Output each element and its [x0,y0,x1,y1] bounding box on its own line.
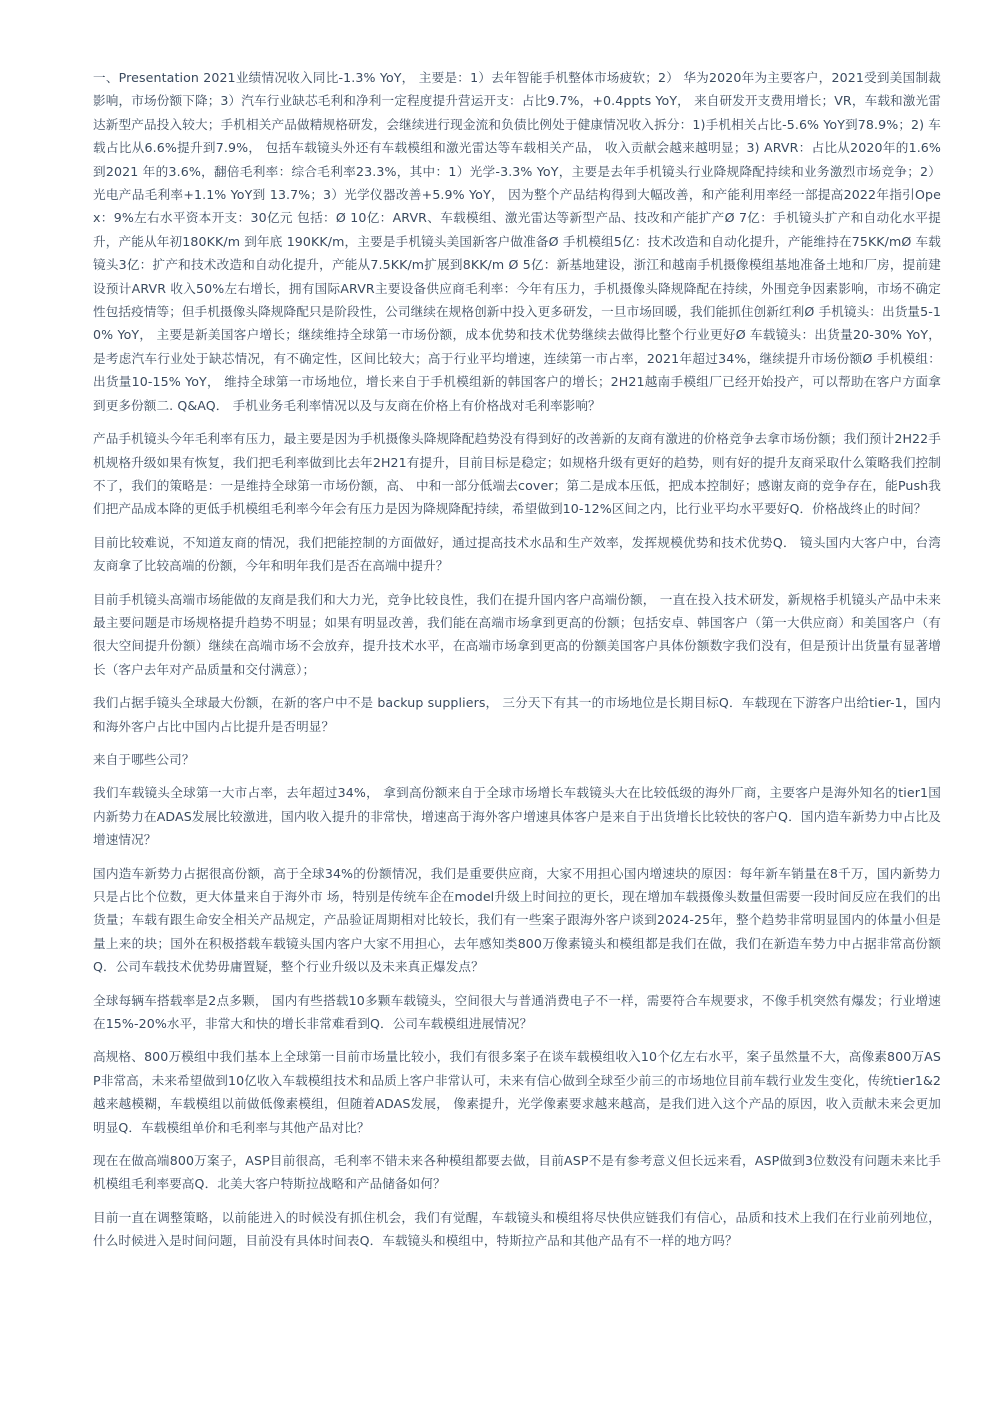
paragraph-asp-margin: 现在在做高端800万案子，ASP目前很高，毛利率不错未来各种模组都要去做，目前ASP不是有参考意义但长远来看，ASP做到3位数没有问题未来比手机模组毛利率要高Q．北美大客户特斯拉战略和产品储备如何？ [93,1153,941,1192]
paragraph-tesla-strategy: 目前一直在调整策略，以前能进入的时候没有抓住机会，我们有觉醒，车载镜头和模组将尽快供应链我们有信心，品质和技术上我们在行业前列地位，什么时候进入是时间问题，目前没有具体时间表Q．车载镜头和模组中，特斯拉产品和其他产品有不一样的地方吗？ [93,1209,941,1249]
paragraph-attach-rate: 全球每辆车搭载率是2点多颗， 国内有些搭载10多颗车载镜头，空间很大与普通消费电子不一样，需要符合车规要求，不像手机突然有爆发；行业增速在15%-20%水平，非常大和快的增长非常难看到Q．公司车载模组进展情况？ [93,992,941,1032]
paragraph-presentation: 一、Presentation 2021业绩情况收入同比-1.3% YoY， 主要是：1）去年智能手机整体市场疲软；2） 华为2020年为主要客户，2021受到美国制裁影响，市场份额下降；3）汽车行业缺芯毛利和净利一定程度提升营运开支：占比9.7%，+0.4ppts YoY， 来自研发开支费用增长；VR，车载和激光雷达新型产品投入较大；手机相关产品做精规格研发，会继续进行现金流和负债比例处于健康情况收入拆分：1)手机相关占比-5.6% YoY到78.9%；2) 车载占比从6.6%提升到7.9%， 包括车载镜头外还有车载模组和激光雷达等车载相关产品， 收入贡献会越来越明显；3) ARVR：占比从2020年的1.6%到2021 年的3.6%，翻倍毛利率：综合毛利率23.3%，其中：1）光学-3.3% YoY，主要是去年手机镜头行业降规降配持续和业务激烈市场竞争；2）光电产品毛利率+1.1% YoY到 13.7%；3）光学仪器改善+5.9% YoY， 因为整个产品结构得到大幅改善，和产能利用率经一部提高2022年指引Opex：9%左右水平资本开支：30亿元 包括：Ø 10亿：ARVR、车载模组、激光雷达等新型产品、技改和产能扩产Ø 7亿：手机镜头扩产和自动化水平提升，产能从年初180KK/m 到年底 190KK/m，主要是手机镜头美国新客户做准备Ø 手机模组5亿：技术改造和自动化提升，产能维持在75KK/mØ 车载镜头3亿：扩产和技术改造和自动化提升，产能从7.5KK/m扩展到8KK/m Ø 5亿：新基地建设，浙江和越南手机摄像模组基地准备土地和厂房，提前建设预计ARVR 收入50%左右增长，拥有国际ARVR主要设备供应商毛利率：今年有压力，手机摄像头降规降配在持续，外围竞争因素影响，市场不确定性包括疫情等；但手机摄像头降规降配只是阶段性，公司继续在规格创新中投入更多研发，一旦市场回暖，我们能抓住创新红利Ø 手机镜头：出货量5-10% YoY， 主要是新美国客户增长；继续维持全球第一市场份额，成本优势和技术优势继续去做得比整个行业更好Ø 车载镜头：出货量20-30% YoY， 是考虑汽车行业处于缺芯情况，有不确定性，区间比较大；高于行业平均增速，连续第一市占率，2021年超过34%，继续提升市场份额Ø 手机模组：出货量10-15% YoY， 维持全球第一市场地位，增长来自于手机模组新的韩国客户的增长；2H21越南手模组厂已经开始投产，可以帮助在客户方面拿到更多份额二. Q&AQ． 手机业务毛利率情况以及与友商在价格上有价格战对毛利率影响？ [93,70,941,413]
document-body [93,66,941,1263]
paragraph-gross-margin-answer: 产品手机镜头今年毛利率有压力，最主要是因为手机摄像头降规降配趋势没有得到好的改善新的友商有激进的价格竞争去拿市场份额；我们预计2H22手机规格升级如果有恢复，我们把毛利率做到比去年2H21有提升，目前目标是稳定；如规格升级有更好的趋势，则有好的提升友商采取什么策略我们控制不了，我们的策略是：一是维持全球第一市场份额，高、 中和一部分低端去cover；第二是成本压低，把成本控制好；感谢友商的竞争存在，能Push我们把产品成本降的更低手机模组毛利率今年会有压力是因为降规降配持续，希望做到10-12%区间之内，比行业平均水平要好Q．价格战终止的时间？ [93,431,941,517]
paragraph-price-war-answer: 目前比较难说，不知道友商的情况，我们把能控制的方面做好，通过提高技术水品和生产效率，发挥规模优势和技术优势Q． 镜头国内大客户中，台湾友商拿了比较高端的份额，今年和明年我们是否在高端中提升？ [93,534,941,574]
paragraph-high-end-answer: 目前手机镜头高端市场能做的友商是我们和大力光，竞争比较良性，我们在提升国内客户高端份额， 一直在投入技术研发，新规格手机镜头产品中未来最主要问题是市场规格提升趋势不明显；如果有明显改善，我们能在高端市场拿到更高的份额；包括安卓、韩国客户（第一大供应商）和美国客户（有很大空间提升份额）继续在高端市场不会放弃，提升技术水平，在高端市场拿到更高的份额美国客户具体份额数字我们没有，但是预计出货量有显著增长（客户去年对产品质量和交付满意）； [93,591,941,677]
paragraph-which-companies: 来自于哪些公司？ [93,751,195,767]
paragraph-market-share: 我们占据手镜头全球最大份额，在新的客户中不是 backup suppliers， 三分天下有其一的市场地位是长期目标Q．车载现在下游客户出给tier-1，国内和海外客户占比中国内占比提升是否明显？ [93,695,941,734]
paragraph-auto-module: 高规格、800万模组中我们基本上全球第一目前市场量比较小，我们有很多案子在谈车载模组收入10个亿左右水平，案子虽然量不大，高像素800万ASP非常高，未来希望做到10亿收入车载模组技术和品质上客户非常认可，未来有信心做到全球至少前三的市场地位目前车载行业发生变化，传统tier1&2越来越模糊，车载模组以前做低像素模组，但随着ADAS发展， 像素提升，光学像素要求越来越高，是我们进入这个产品的原因，收入贡献未来会更加明显Q．车载模组单价和毛利率与其他产品对比？ [93,1049,941,1135]
paragraph-auto-lens-share: 我们车载镜头全球第一大市占率，去年超过34%， 拿到高份额来自于全球市场增长车载镜头大在比较低级的海外厂商，主要客户是海外知名的tier1国内新势力在ADAS发展比较激进，国内收入提升的非常快，增速高于海外客户增速具体客户是来自于出货增长比较快的客户Q．国内造车新势力中占比及增速情况？ [93,785,941,848]
paragraph-new-ev-makers: 国内造车新势力占据很高份额，高于全球34%的份额情况，我们是重要供应商，大家不用担心国内增速块的原因：每年新车销量在8千万，国内新势力只是占比个位数，更大体量来自于海外市 场，特别是传统车企在model升级上时间拉的更长，现在增加车载摄像头数量但需要一段时间反应在我们的出货量；车载有跟生命安全相关产品规定，产品验证周期相对比较长，我们有一些案子跟海外客户谈到2024-25年，整个趋势非常明显国内的体量小但是量上来的块；国外在积极搭载车载镜头国内客户大家不用担心，去年感知类800万像素镜头和模组都是我们在做，我们在新造车势力中占据非常高份额Q．公司车载技术优势毋庸置疑，整个行业升级以及未来真正爆发点？ [93,865,941,975]
